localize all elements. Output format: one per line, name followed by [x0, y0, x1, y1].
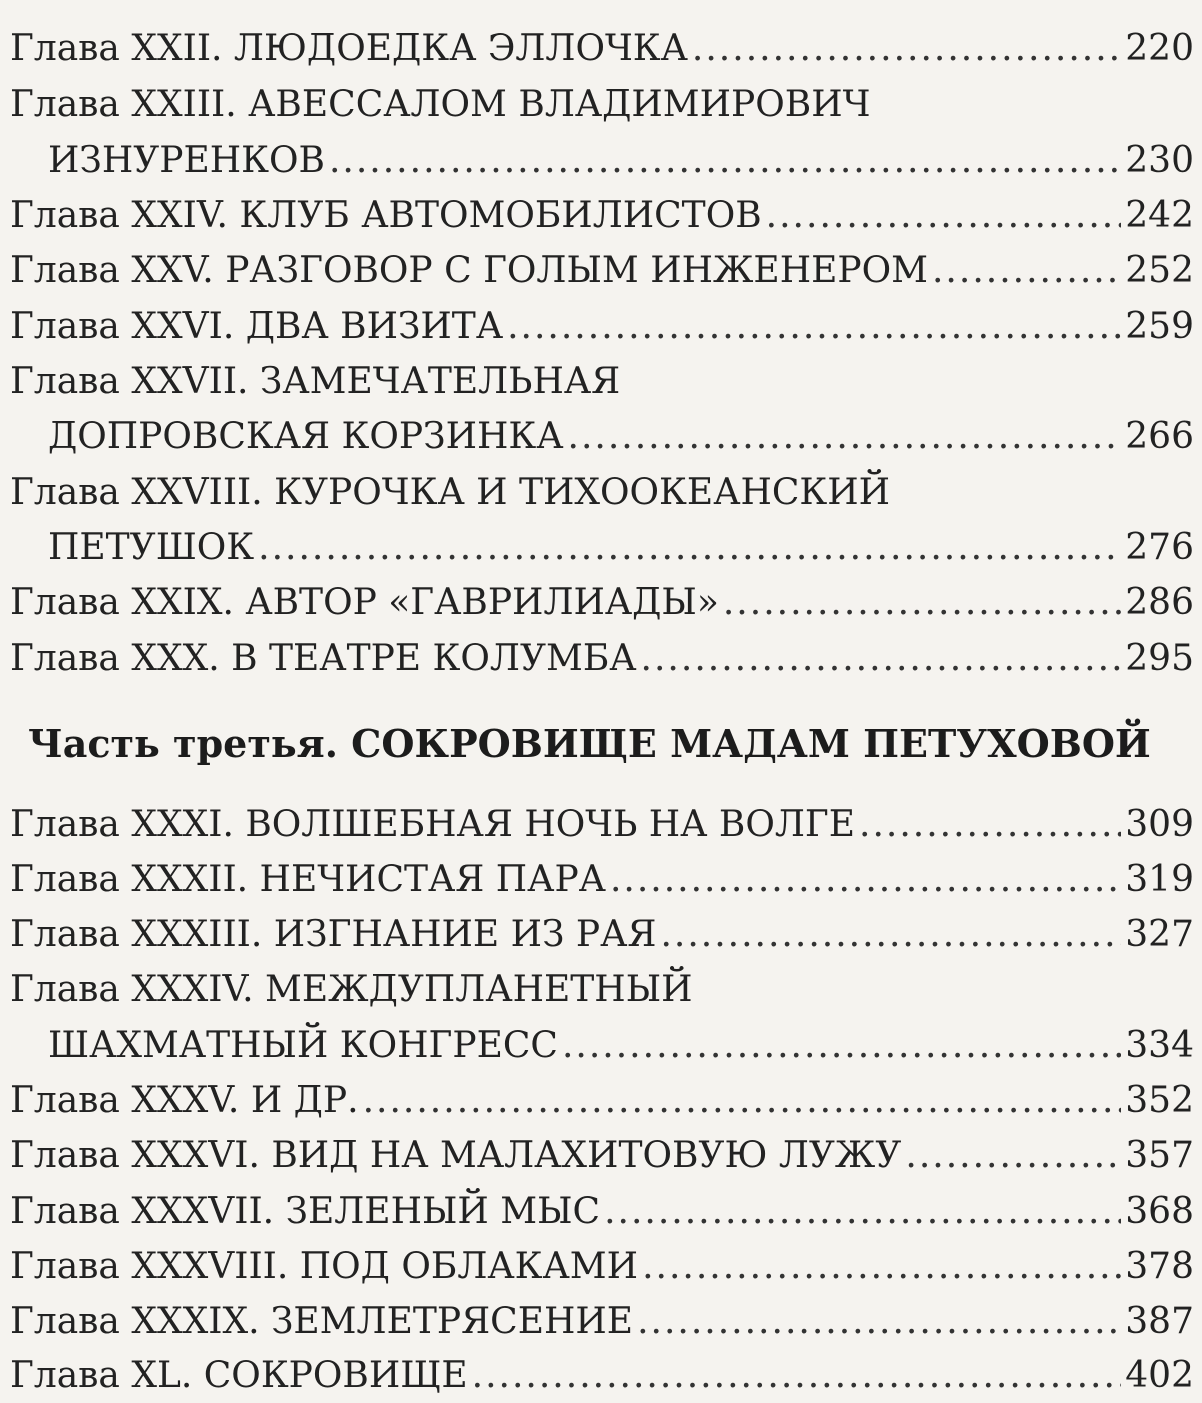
leader-dots [329, 134, 1121, 188]
toc-entry-title: Глава XXVII. ЗАМЕЧАТЕЛЬНАЯ [10, 361, 621, 402]
leader-dots [905, 1129, 1121, 1183]
toc-entry-page-number: 230 [1125, 140, 1194, 181]
toc-entry-page-number: 242 [1125, 195, 1194, 236]
toc-entry-chapter-25 [10, 244, 1194, 298]
toc-entry-title: Глава XXXIV. МЕЖДУПЛАНЕТНЫЙ [10, 969, 693, 1010]
toc-entry-chapter-24 [10, 189, 1194, 243]
leader-dots [604, 1185, 1121, 1239]
toc-entry-chapter-34-line-1 [10, 963, 693, 1017]
toc-entry-title: ДОПРОВСКАЯ КОРЗИНКА [48, 416, 564, 457]
toc-entry-page-number: 387 [1125, 1301, 1194, 1342]
leader-dots [859, 798, 1121, 852]
toc-entry-title: Глава XXVIII. КУРОЧКА И ТИХООКЕАНСКИЙ [10, 472, 891, 513]
toc-entry-chapter-40 [10, 1349, 1194, 1403]
toc-entry-title: Глава XXIV. КЛУБ АВТОМОБИЛИСТОВ [10, 195, 762, 236]
toc-entry-title: Глава XXXVII. ЗЕЛЕНЫЙ МЫС [10, 1191, 601, 1232]
leader-dots [568, 410, 1122, 464]
toc-entry-chapter-29 [10, 576, 1194, 630]
toc-entry-chapter-39 [10, 1295, 1194, 1349]
leader-dots [723, 576, 1121, 630]
toc-entry-page-number: 252 [1125, 250, 1194, 291]
leader-dots [507, 300, 1121, 354]
toc-entry-chapter-23-line-1 [10, 78, 870, 132]
leader-dots [641, 632, 1122, 686]
toc-entry-title: Глава XXX. В ТЕАТРЕ КОЛУМБА [10, 638, 637, 679]
toc-entry-chapter-30 [10, 632, 1194, 686]
toc-entry-chapter-26 [10, 300, 1194, 354]
toc-entry-chapter-37 [10, 1185, 1194, 1239]
toc-entry-chapter-38 [10, 1240, 1194, 1294]
leader-dots [562, 1019, 1121, 1073]
toc-entry-chapter-23-line-2 [48, 134, 1194, 188]
leader-dots [692, 22, 1121, 76]
toc-entry-title: Глава XXXV. И ДР. [10, 1080, 359, 1121]
toc-entry-title: ИЗНУРЕНКОВ [48, 140, 325, 181]
toc-entry-title: Глава XXXVIII. ПОД ОБЛАКАМИ [10, 1246, 639, 1287]
toc-entry-title: Глава XXXII. НЕЧИСТАЯ ПАРА [10, 859, 606, 900]
part-three-heading: Часть третья. СОКРОВИЩЕ МАДАМ ПЕТУХОВОЙ [28, 721, 1151, 766]
leader-dots [766, 189, 1122, 243]
toc-entry-chapter-33 [10, 908, 1194, 962]
toc-entry-page-number: 352 [1125, 1080, 1194, 1121]
toc-entry-chapter-28-line-2 [48, 521, 1194, 575]
toc-entry-title: Глава XXII. ЛЮДОЕДКА ЭЛЛОЧКА [10, 28, 688, 69]
toc-entry-page-number: 276 [1125, 527, 1194, 568]
leader-dots [642, 1240, 1121, 1294]
toc-entry-page-number: 286 [1125, 582, 1194, 623]
toc-entry-title: Глава XXXIII. ИЗГНАНИЕ ИЗ РАЯ [10, 914, 657, 955]
toc-entry-chapter-27-line-2 [48, 410, 1194, 464]
toc-entry-title: ПЕТУШОК [48, 527, 255, 568]
toc-entry-page-number: 378 [1125, 1246, 1194, 1287]
toc-entry-page-number: 295 [1125, 638, 1194, 679]
leader-dots [637, 1295, 1121, 1349]
leader-dots [363, 1074, 1122, 1128]
toc-entry-chapter-36 [10, 1129, 1194, 1183]
leader-dots [660, 908, 1121, 962]
leader-dots [610, 853, 1121, 907]
toc-entry-title: Глава XXXI. ВОЛШЕБНАЯ НОЧЬ НА ВОЛГЕ [10, 804, 855, 845]
toc-entry-chapter-35 [10, 1074, 1194, 1128]
toc-entry-page-number: 402 [1125, 1355, 1194, 1396]
toc-entry-title: ШАХМАТНЫЙ КОНГРЕСС [48, 1025, 558, 1066]
toc-entry-chapter-22 [10, 22, 1194, 76]
toc-entry-chapter-27-line-1 [10, 355, 620, 409]
toc-entry-chapter-34-line-2 [48, 1019, 1194, 1073]
toc-entry-title: Глава XXV. РАЗГОВОР С ГОЛЫМ ИНЖЕНЕРОМ [10, 250, 928, 291]
toc-entry-title: Глава XXVI. ДВА ВИЗИТА [10, 306, 504, 347]
toc-entry-chapter-32 [10, 853, 1194, 907]
toc-entry-page-number: 368 [1125, 1191, 1194, 1232]
toc-entry-title: Глава XXIX. АВТОР «ГАВРИЛИАДЫ» [10, 582, 719, 623]
toc-entry-title: Глава XL. СОКРОВИЩЕ [10, 1355, 468, 1396]
toc-entry-title: Глава XXXIX. ЗЕМЛЕТРЯСЕНИЕ [10, 1301, 634, 1342]
toc-entry-title: Глава XXXVI. ВИД НА МАЛАХИТОВУЮ ЛУЖУ [10, 1135, 902, 1176]
toc-entry-page-number: 334 [1125, 1025, 1194, 1066]
leader-dots [472, 1349, 1122, 1403]
toc-entry-page-number: 327 [1125, 914, 1194, 955]
toc-entry-page-number: 259 [1125, 306, 1194, 347]
toc-entry-title: Глава XXIII. АВЕССАЛОМ ВЛАДИМИРОВИЧ [10, 84, 871, 125]
toc-entry-page-number: 319 [1125, 859, 1194, 900]
leader-dots [932, 244, 1121, 298]
toc-entry-chapter-28-line-1 [10, 466, 890, 520]
leader-dots [258, 521, 1121, 575]
toc-entry-page-number: 220 [1125, 28, 1194, 69]
toc-entry-page-number: 357 [1125, 1135, 1194, 1176]
toc-entry-page-number: 266 [1125, 416, 1194, 457]
toc-entry-chapter-31 [10, 798, 1194, 852]
toc-entry-page-number: 309 [1125, 804, 1194, 845]
